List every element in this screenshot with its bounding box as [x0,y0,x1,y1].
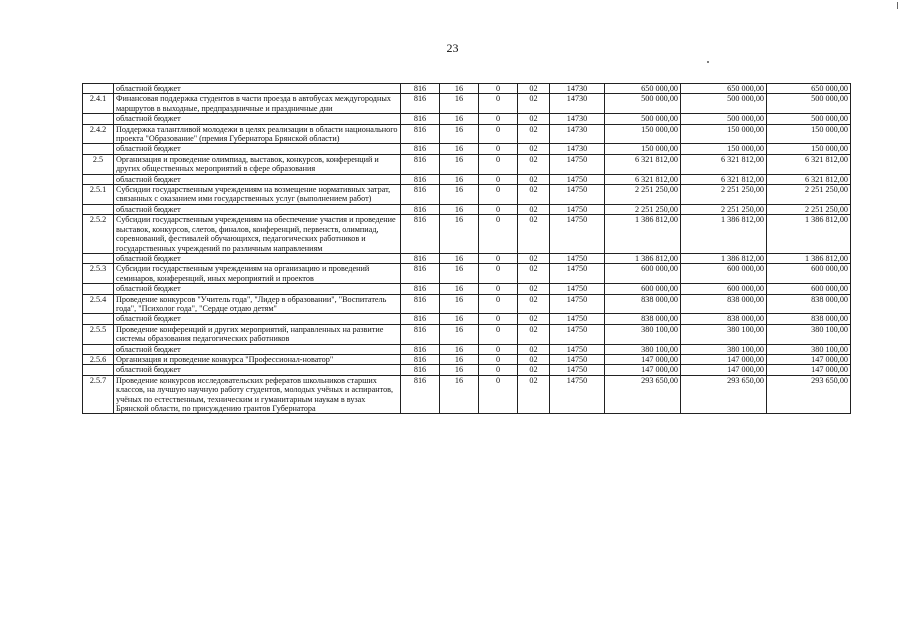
code-section: 16 [440,354,479,364]
code-program: 02 [518,375,550,414]
amount-year-2: 2 251 250,00 [681,204,767,214]
table-row [83,215,851,254]
code-section: 16 [440,365,479,375]
code-section: 16 [440,185,479,205]
item-description: областной бюджет [114,344,401,354]
amount-year-2: 650 000,00 [681,84,767,94]
code-article: 14750 [550,253,605,263]
code-ministry: 816 [401,124,440,144]
code-program: 02 [518,84,550,94]
amount-year-2: 600 000,00 [681,264,767,284]
amount-year-2: 6 321 812,00 [681,154,767,174]
code-ministry: 816 [401,264,440,284]
amount-year-3: 6 321 812,00 [767,154,851,174]
amount-year-1: 380 100,00 [605,324,681,344]
code-article: 14750 [550,264,605,284]
code-program: 02 [518,365,550,375]
code-article: 14750 [550,314,605,324]
code-section: 16 [440,84,479,94]
amount-year-2: 1 386 812,00 [681,215,767,254]
code-article: 14730 [550,84,605,94]
amount-year-3: 1 386 812,00 [767,253,851,263]
item-number: 2.5.7 [83,375,114,414]
page-number: 23 [446,41,459,55]
amount-year-1: 600 000,00 [605,264,681,284]
amount-year-2: 150 000,00 [681,124,767,144]
code-article: 14750 [550,154,605,174]
code-ministry: 816 [401,344,440,354]
code-subsection: 0 [479,354,518,364]
code-subsection: 0 [479,84,518,94]
code-article: 14750 [550,284,605,294]
code-subsection: 0 [479,365,518,375]
code-subsection: 0 [479,284,518,294]
code-ministry: 816 [401,284,440,294]
code-program: 02 [518,344,550,354]
code-ministry: 816 [401,144,440,154]
amount-year-1: 150 000,00 [605,124,681,144]
code-ministry: 816 [401,253,440,263]
code-program: 02 [518,314,550,324]
code-program: 02 [518,294,550,314]
table-row [83,314,851,324]
code-subsection: 0 [479,344,518,354]
code-article: 14750 [550,215,605,254]
amount-year-2: 1 386 812,00 [681,253,767,263]
item-number: 2.5 [83,154,114,174]
amount-year-2: 293 650,00 [681,375,767,414]
code-section: 16 [440,294,479,314]
code-program: 02 [518,174,550,184]
code-program: 02 [518,215,550,254]
code-program: 02 [518,324,550,344]
amount-year-3: 147 000,00 [767,365,851,375]
code-article: 14730 [550,94,605,114]
amount-year-3: 6 321 812,00 [767,174,851,184]
code-subsection: 0 [479,375,518,414]
amount-year-2: 147 000,00 [681,365,767,375]
amount-year-2: 2 251 250,00 [681,185,767,205]
code-section: 16 [440,114,479,124]
amount-year-2: 600 000,00 [681,284,767,294]
item-description: областной бюджет [114,314,401,324]
item-number [83,284,114,294]
amount-year-3: 500 000,00 [767,94,851,114]
amount-year-1: 500 000,00 [605,114,681,124]
code-subsection: 0 [479,253,518,263]
code-subsection: 0 [479,294,518,314]
code-section: 16 [440,124,479,144]
table-body [83,84,851,414]
table-row [83,365,851,375]
table-row [83,84,851,94]
item-number: 2.4.1 [83,94,114,114]
code-subsection: 0 [479,264,518,284]
amount-year-3: 838 000,00 [767,294,851,314]
table-row [83,284,851,294]
item-number: 2.5.5 [83,324,114,344]
amount-year-3: 150 000,00 [767,144,851,154]
amount-year-1: 2 251 250,00 [605,204,681,214]
budget-table [82,83,851,414]
item-description: областной бюджет [114,284,401,294]
amount-year-3: 600 000,00 [767,284,851,294]
code-ministry: 816 [401,294,440,314]
code-article: 14750 [550,294,605,314]
item-description: областной бюджет [114,174,401,184]
item-description: областной бюджет [114,204,401,214]
item-number [83,344,114,354]
code-section: 16 [440,314,479,324]
item-description: Финансовая поддержка студентов в части проезда в автобусах междугородных маршрутов в выходные, предпраздничные и праздничные дни [114,94,401,114]
code-ministry: 816 [401,174,440,184]
code-ministry: 816 [401,185,440,205]
item-description: Проведение конкурсов "Учитель года", "Лидер в образовании", "Воспитатель года", "Психолог года", "Сердце отдаю детям" [114,294,401,314]
item-number: 2.5.6 [83,354,114,364]
amount-year-2: 838 000,00 [681,314,767,324]
amount-year-3: 500 000,00 [767,114,851,124]
table-row [83,324,851,344]
code-article: 14750 [550,324,605,344]
code-article: 14730 [550,124,605,144]
code-ministry: 816 [401,154,440,174]
code-subsection: 0 [479,215,518,254]
code-program: 02 [518,94,550,114]
item-description: Организация и проведение конкурса "Профессионал-новатор" [114,354,401,364]
code-ministry: 816 [401,314,440,324]
amount-year-3: 838 000,00 [767,314,851,324]
amount-year-2: 150 000,00 [681,144,767,154]
code-ministry: 816 [401,94,440,114]
code-article: 14730 [550,144,605,154]
code-subsection: 0 [479,324,518,344]
scan-dot [707,61,709,63]
item-number: 2.5.3 [83,264,114,284]
code-ministry: 816 [401,375,440,414]
item-number: 2.5.1 [83,185,114,205]
item-number: 2.5.4 [83,294,114,314]
code-subsection: 0 [479,124,518,144]
amount-year-3: 2 251 250,00 [767,204,851,214]
amount-year-3: 150 000,00 [767,124,851,144]
table-row [83,114,851,124]
code-section: 16 [440,344,479,354]
code-subsection: 0 [479,94,518,114]
code-section: 16 [440,324,479,344]
code-section: 16 [440,144,479,154]
amount-year-1: 150 000,00 [605,144,681,154]
code-section: 16 [440,174,479,184]
code-program: 02 [518,144,550,154]
code-section: 16 [440,264,479,284]
item-number: 2.5.2 [83,215,114,254]
table-row [83,375,851,414]
code-section: 16 [440,253,479,263]
amount-year-1: 147 000,00 [605,354,681,364]
table-row [83,294,851,314]
code-program: 02 [518,124,550,144]
table-row [83,344,851,354]
item-number [83,314,114,324]
item-description: Субсидии государственным учреждениям на возмещение нормативных затрат, связанных с оказанием ими государственных услуг (выполнением работ) [114,185,401,205]
code-article: 14730 [550,114,605,124]
table-row [83,204,851,214]
code-program: 02 [518,204,550,214]
code-ministry: 816 [401,354,440,364]
code-ministry: 816 [401,114,440,124]
item-number [83,204,114,214]
item-description: областной бюджет [114,114,401,124]
code-subsection: 0 [479,185,518,205]
code-article: 14750 [550,174,605,184]
item-description: Поддержка талантливой молодежи в целях реализации в области национального проекта "Образование" (премия Губернатора Брянской области) [114,124,401,144]
code-article: 14750 [550,354,605,364]
code-section: 16 [440,204,479,214]
code-program: 02 [518,114,550,124]
amount-year-1: 650 000,00 [605,84,681,94]
code-ministry: 816 [401,84,440,94]
table-row [83,185,851,205]
amount-year-1: 1 386 812,00 [605,253,681,263]
code-ministry: 816 [401,215,440,254]
amount-year-1: 147 000,00 [605,365,681,375]
amount-year-3: 1 386 812,00 [767,215,851,254]
amount-year-3: 147 000,00 [767,354,851,364]
amount-year-1: 380 100,00 [605,344,681,354]
code-program: 02 [518,354,550,364]
amount-year-2: 500 000,00 [681,114,767,124]
code-program: 02 [518,284,550,294]
item-description: областной бюджет [114,365,401,375]
code-program: 02 [518,264,550,284]
item-description: Организация и проведение олимпиад, выставок, конкурсов, конференций и других общественных мероприятий в сфере образования [114,154,401,174]
code-program: 02 [518,185,550,205]
code-section: 16 [440,284,479,294]
code-article: 14750 [550,375,605,414]
amount-year-2: 500 000,00 [681,94,767,114]
amount-year-3: 600 000,00 [767,264,851,284]
code-section: 16 [440,154,479,174]
amount-year-3: 380 100,00 [767,344,851,354]
code-ministry: 816 [401,365,440,375]
amount-year-1: 500 000,00 [605,94,681,114]
code-program: 02 [518,154,550,174]
code-article: 14750 [550,365,605,375]
table-row [83,354,851,364]
amount-year-3: 380 100,00 [767,324,851,344]
item-number: 2.4.2 [83,124,114,144]
item-description: областной бюджет [114,84,401,94]
code-ministry: 816 [401,204,440,214]
code-article: 14750 [550,344,605,354]
item-number [83,114,114,124]
amount-year-1: 293 650,00 [605,375,681,414]
item-description: областной бюджет [114,144,401,154]
table-row [83,124,851,144]
code-subsection: 0 [479,204,518,214]
amount-year-3: 293 650,00 [767,375,851,414]
amount-year-2: 6 321 812,00 [681,174,767,184]
amount-year-3: 650 000,00 [767,84,851,94]
table-row [83,154,851,174]
table-row [83,174,851,184]
code-ministry: 816 [401,324,440,344]
amount-year-1: 838 000,00 [605,294,681,314]
amount-year-2: 380 100,00 [681,344,767,354]
item-number [83,365,114,375]
item-number [83,84,114,94]
amount-year-2: 838 000,00 [681,294,767,314]
code-program: 02 [518,253,550,263]
code-subsection: 0 [479,314,518,324]
item-description: Субсидии государственным учреждениям на организацию и проведений семинаров, конференций, иных мероприятий и проектов [114,264,401,284]
item-description: областной бюджет [114,253,401,263]
amount-year-1: 2 251 250,00 [605,185,681,205]
item-description: Проведение конкурсов исследовательских рефератов школьников старших классов, на лучшую научную работу студентов, молодых учёных и аспирантов, учёных по естественным, техническим и гуманитарным наукам в вузах Брянской области, по присуждению грантов Губернатора [114,375,401,414]
table-row [83,253,851,263]
corner-scan-mark [897,2,898,9]
code-subsection: 0 [479,144,518,154]
code-subsection: 0 [479,114,518,124]
amount-year-1: 1 386 812,00 [605,215,681,254]
amount-year-3: 2 251 250,00 [767,185,851,205]
amount-year-1: 6 321 812,00 [605,174,681,184]
table-row [83,94,851,114]
code-article: 14750 [550,204,605,214]
item-number [83,174,114,184]
code-section: 16 [440,215,479,254]
code-section: 16 [440,94,479,114]
table-row [83,144,851,154]
table-row [83,264,851,284]
item-description: Субсидии государственным учреждениям на обеспечение участия и проведение выставок, конкурсов, слетов, финалов, конференций, первенств, олимпиад, соревнований, фестивалей обучающихся, педагогических работников и государственных учреждений по различным направлениям [114,215,401,254]
code-section: 16 [440,375,479,414]
code-subsection: 0 [479,174,518,184]
amount-year-2: 147 000,00 [681,354,767,364]
item-number [83,253,114,263]
code-subsection: 0 [479,154,518,174]
amount-year-1: 600 000,00 [605,284,681,294]
item-description: Проведение конференций и других мероприятий, направленных на развитие системы образования педагогических работников [114,324,401,344]
code-article: 14750 [550,185,605,205]
item-number [83,144,114,154]
amount-year-1: 6 321 812,00 [605,154,681,174]
amount-year-1: 838 000,00 [605,314,681,324]
amount-year-2: 380 100,00 [681,324,767,344]
